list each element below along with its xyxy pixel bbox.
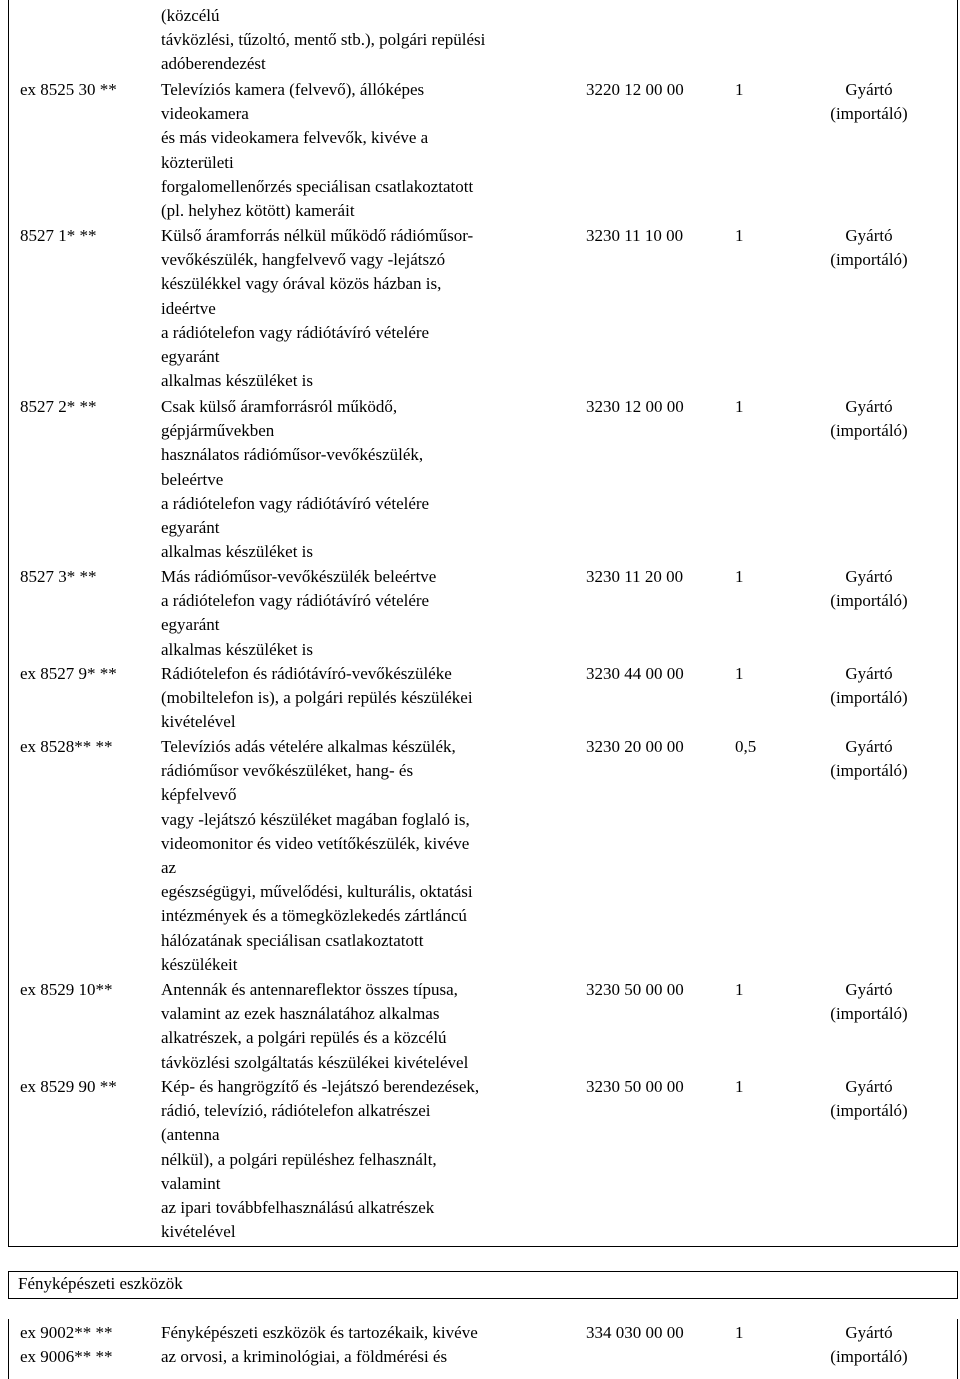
product-code-cell: 8527 1* **: [20, 226, 97, 245]
obligor-cell: Gyártó (importáló): [830, 80, 908, 124]
description-cell: Kép- és hangrögzítő és -lejátszó berendezések, rádió, televízió, rádiótelefon alkatrészei (antenna nélkül), a polgári repüléshez felhasznált, valamint az ipari továbbfelhasználású alkatrészek kivételével: [161, 1077, 480, 1242]
description-cell: Televíziós adás vételére alkalmas készülék, rádióműsor vevőkészüléket, hang- és képfelvevő vagy -lejátszó készüléket magában foglaló is, videomonitor és video vetítőkészülék, kivéve az egészségügyi, művelődési, kulturális, oktatási intézmények és a tömegközlekedés zártláncú hálózatának speciálisan csatlakoztatott készülékeit: [161, 737, 473, 974]
rate-cell: 1: [735, 1077, 744, 1096]
obligor-cell: Gyártó (importáló): [830, 1077, 908, 1121]
section-title: Fényképészeti eszközök: [18, 1274, 183, 1293]
product-code-cell: ex 8529 90 **: [20, 1077, 117, 1096]
product-code-cell: 8527 2* **: [20, 397, 97, 416]
classification-code-cell: 3230 50 00 00: [586, 1077, 684, 1096]
obligor-cell: Gyártó (importáló): [830, 980, 908, 1024]
rate-cell: 0,5: [735, 737, 757, 756]
classification-code-cell: 3230 44 00 00: [586, 664, 684, 683]
description-cell: Fényképészeti eszközök és tartozékaik, kivéve az orvosi, a kriminológiai, a földmérési és: [161, 1323, 478, 1367]
rate-cell: 1: [735, 80, 744, 99]
rate-cell: 1: [735, 397, 744, 416]
description-cell: Külső áramforrás nélkül működő rádióműsor- vevőkészülék, hangfelvevő vagy -lejátszó készülékkel vagy órával közös házban is, ideértve a rádiótelefon vagy rádiótávíró vételére egyaránt alkalmas készüléket is: [161, 226, 474, 391]
rate-cell: 1: [735, 980, 744, 999]
description-cell: Más rádióműsor-vevőkészülék beleértve a rádiótelefon vagy rádiótávíró vételére egyaránt alkalmas készüléket is: [161, 567, 437, 659]
product-code-cell: ex 8527 9* **: [20, 664, 117, 683]
description-cell: (közcélú távközlési, tűzoltó, mentő stb.), polgári repülési adóberendezést: [161, 6, 486, 74]
product-code-cell: ex 8529 10**: [20, 980, 113, 999]
obligor-cell: Gyártó (importáló): [830, 397, 908, 441]
description-cell: Rádiótelefon és rádiótávíró-vevőkészüléke (mobiltelefon is), a polgári repülés készülékei kivételével: [161, 664, 473, 732]
obligor-cell: Gyártó (importáló): [830, 737, 908, 781]
obligor-cell: Gyártó (importáló): [830, 664, 908, 708]
rate-cell: 1: [735, 664, 744, 683]
classification-code-cell: 3230 20 00 00: [586, 737, 684, 756]
rate-cell: 1: [735, 226, 744, 245]
classification-code-cell: 3230 50 00 00: [586, 980, 684, 999]
rate-cell: 1: [735, 567, 744, 586]
rate-cell: 1: [735, 1323, 744, 1342]
classification-code-cell: 3230 11 20 00: [586, 567, 684, 586]
product-code-cell: ex 8525 30 **: [20, 80, 117, 99]
classification-code-cell: 3230 11 10 00: [586, 226, 684, 245]
classification-code-cell: 3220 12 00 00: [586, 80, 684, 99]
description-cell: Csak külső áramforrásról működő, gépjárművekben használatos rádióműsor-vevőkészülék, beleértve a rádiótelefon vagy rádiótávíró vételére egyaránt alkalmas készüléket is: [161, 397, 430, 562]
obligor-cell: Gyártó (importáló): [830, 226, 908, 270]
description-cell: Televíziós kamera (felvevő), állóképes videokamera és más videokamera felvevők, kivéve a közterületi forgalomellenőrzés speciálisan csatlakoztatott (pl. helyhez kötött) kameráit: [161, 80, 474, 221]
obligor-cell: Gyártó (importáló): [830, 1323, 908, 1367]
description-cell: Antennák és antennareflektor összes típusa, valamint az ezek használatához alkalmas alkatrészek, a polgári repülés és a közcélú távközlési szolgáltatás készülékei kivételével: [161, 980, 469, 1072]
product-code-cell: ex 9002** ** ex 9006** **: [20, 1323, 113, 1367]
classification-code-cell: 334 030 00 00: [586, 1323, 684, 1342]
product-code-cell: 8527 3* **: [20, 567, 97, 586]
product-code-cell: ex 8528** **: [20, 737, 113, 756]
classification-code-cell: 3230 12 00 00: [586, 397, 684, 416]
obligor-cell: Gyártó (importáló): [830, 567, 908, 611]
